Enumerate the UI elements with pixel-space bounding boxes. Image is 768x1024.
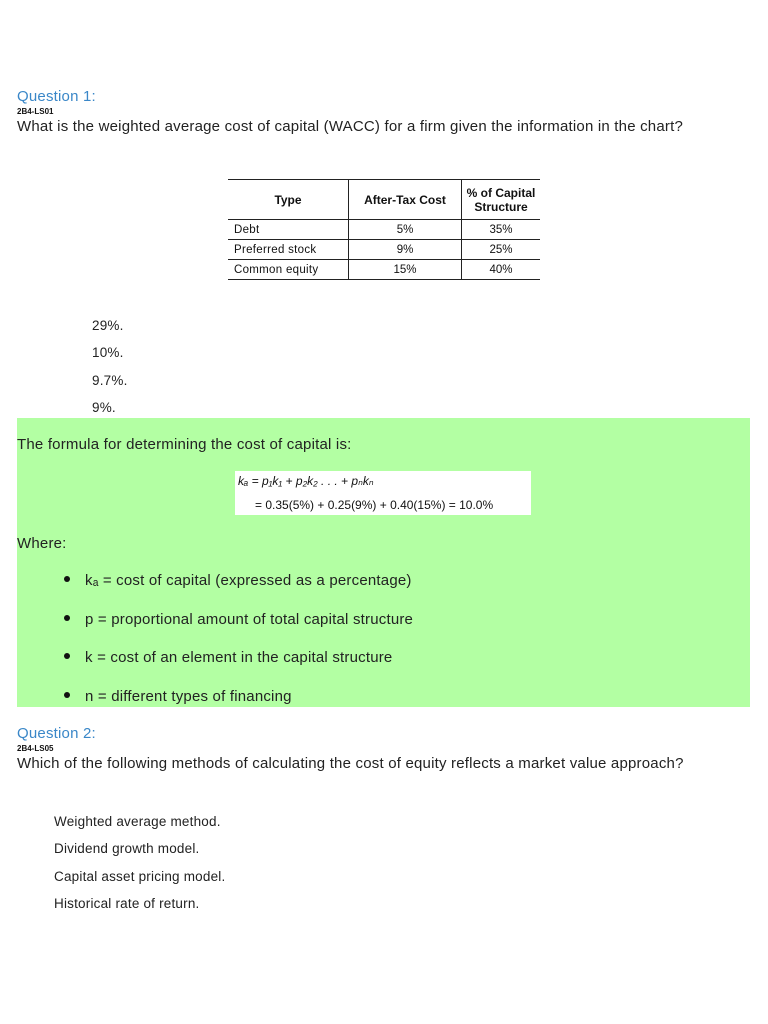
question1-option[interactable]: 29%. <box>92 318 124 333</box>
definition-item <box>64 572 412 589</box>
table-cell: 15% <box>349 260 462 280</box>
table-cell: 40% <box>462 260 541 280</box>
table-cell: 5% <box>349 220 462 240</box>
table-cell: Debt <box>228 220 349 240</box>
formula-line-1: kₐ = p₁k₁ + p₂k₂ . . . + pₙkₙ <box>238 474 374 488</box>
definition-text: k = cost of an element in the capital structure <box>85 649 393 666</box>
question1-option[interactable]: 9.7%. <box>92 373 128 388</box>
question1-text: What is the weighted average cost of capital (WACC) for a firm given the information in the chart? <box>17 118 683 135</box>
definition-item <box>64 611 413 628</box>
question2-option[interactable]: Dividend growth model. <box>54 841 200 856</box>
question2-option[interactable]: Historical rate of return. <box>54 896 200 911</box>
table-row <box>228 240 540 260</box>
answer-intro: The formula for determining the cost of capital is: <box>17 436 352 453</box>
table-header: After-Tax Cost <box>349 180 462 220</box>
table-cell: Preferred stock <box>228 240 349 260</box>
table-cell: 9% <box>349 240 462 260</box>
table-cell: 35% <box>462 220 541 240</box>
question2-code: 2B4-LS05 <box>17 744 54 753</box>
definition-text: p = proportional amount of total capital structure <box>85 611 414 628</box>
where-label: Where: <box>17 535 67 552</box>
question1-title: Question 1: <box>17 88 96 105</box>
question2-text: Which of the following methods of calculating the cost of equity reflects a market value approach? <box>17 755 684 772</box>
bullet-icon <box>64 692 70 698</box>
bullet-icon <box>64 653 70 659</box>
definition-text: kₐ = cost of capital (expressed as a percentage) <box>85 572 412 589</box>
bullet-icon <box>64 615 70 621</box>
table-cell: 25% <box>462 240 541 260</box>
question2-option[interactable]: Capital asset pricing model. <box>54 869 226 884</box>
definition-item <box>64 688 292 705</box>
bullet-icon <box>64 576 70 582</box>
table-row <box>228 260 540 280</box>
question2-option[interactable]: Weighted average method. <box>54 814 221 829</box>
table-header: Type <box>228 180 349 220</box>
table-cell: Common equity <box>228 260 349 280</box>
question1-option[interactable]: 9%. <box>92 400 116 415</box>
definition-item <box>64 649 392 666</box>
definition-text: n = different types of financing <box>85 688 292 705</box>
question1-option[interactable]: 10%. <box>92 345 124 360</box>
question1-code: 2B4-LS01 <box>17 107 54 116</box>
capital-structure-table <box>228 179 540 280</box>
table-header: % of Capital Structure <box>462 180 541 220</box>
table-header-row <box>228 180 540 220</box>
cost-of-capital-formula <box>235 471 531 515</box>
table-row <box>228 220 540 240</box>
formula-line-2: = 0.35(5%) + 0.25(9%) + 0.40(15%) = 10.0% <box>255 498 494 512</box>
question2-title: Question 2: <box>17 725 96 742</box>
